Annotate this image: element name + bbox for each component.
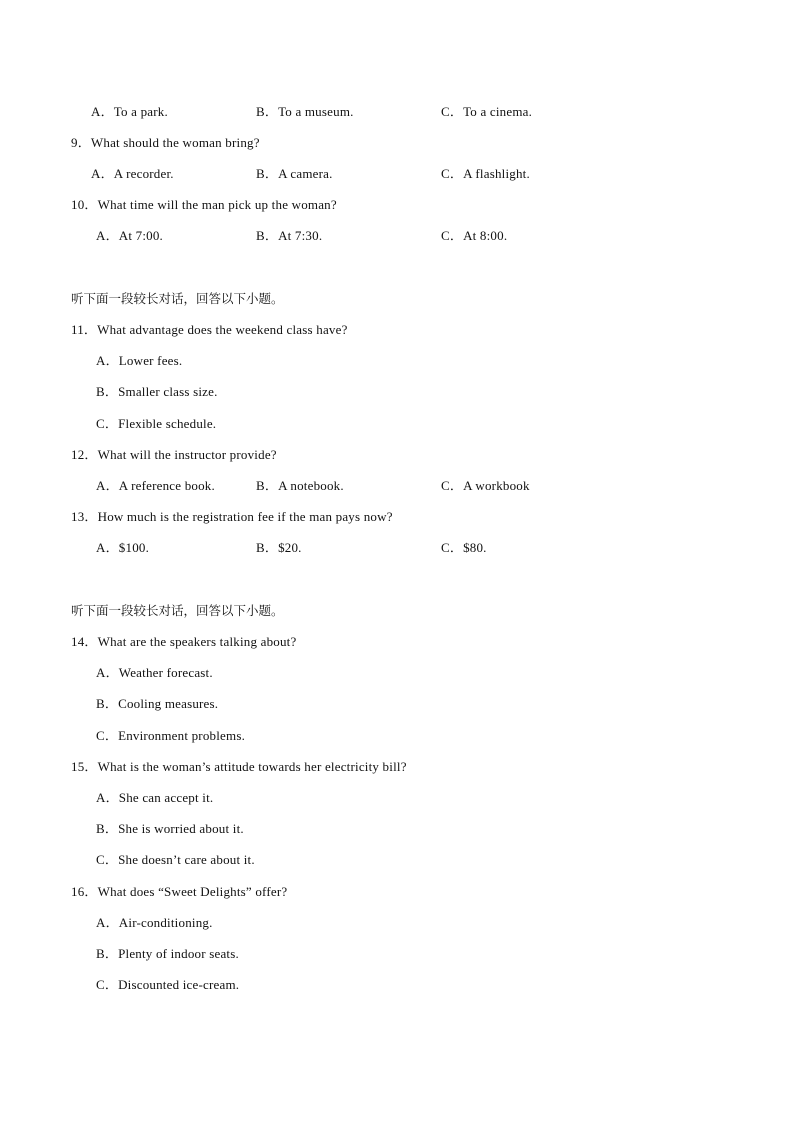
q8-option-c: C．To a cinema. [441,104,533,119]
q10-stem: 10．What time will the man pick up the woman? [71,197,337,212]
q14-option-a: A．Weather forecast. [96,665,213,680]
section-instruction: 听下面一段较长对话，回答以下小题。 [71,291,284,306]
q11-option-b: B．Smaller class size. [96,384,218,399]
q15-option-b: B．She is worried about it. [96,821,244,836]
q8-option-a: A．To a park. [91,104,168,119]
q13-option-b: B．$20. [256,540,302,555]
q8-option-b: B．To a museum. [256,104,354,119]
q16-option-b: B．Plenty of indoor seats. [96,946,239,961]
q13-option-a: A．$100. [96,540,150,555]
q11-option-c: C．Flexible schedule. [96,416,217,431]
q15-option-c: C．She doesn’t care about it. [96,852,255,867]
q9-option-b: B．A camera. [256,166,333,181]
q14-option-c: C．Environment problems. [96,728,246,743]
q9-stem: 9．What should the woman bring? [71,135,260,150]
q12-stem: 12．What will the instructor provide? [71,447,277,462]
q15-stem: 15．What is the woman’s attitude towards her electricity bill? [71,759,407,774]
q15-option-a: A．She can accept it. [96,790,214,805]
q12-option-c: C．A workbook [441,478,530,493]
q11-stem: 11．What advantage does the weekend class have? [71,322,348,337]
section-instruction: 听下面一段较长对话，回答以下小题。 [71,603,284,618]
q10-option-b: B．At 7:30. [256,228,323,243]
q12-option-a: A．A reference book. [96,478,215,493]
q12-option-b: B．A notebook. [256,478,344,493]
q10-option-c: C．At 8:00. [441,228,508,243]
q16-option-a: A．Air-conditioning. [96,915,213,930]
q14-stem: 14．What are the speakers talking about? [71,634,297,649]
q13-option-c: C．$80. [441,540,487,555]
q13-stem: 13．How much is the registration fee if the man pays now? [71,509,393,524]
q16-option-c: C．Discounted ice-cream. [96,977,240,992]
q10-option-a: A．At 7:00. [96,228,163,243]
q9-option-c: C．A flashlight. [441,166,530,181]
q11-option-a: A．Lower fees. [96,353,183,368]
q9-option-a: A．A recorder. [91,166,174,181]
q14-option-b: B．Cooling measures. [96,696,219,711]
q16-stem: 16．What does “Sweet Delights” offer? [71,884,288,899]
